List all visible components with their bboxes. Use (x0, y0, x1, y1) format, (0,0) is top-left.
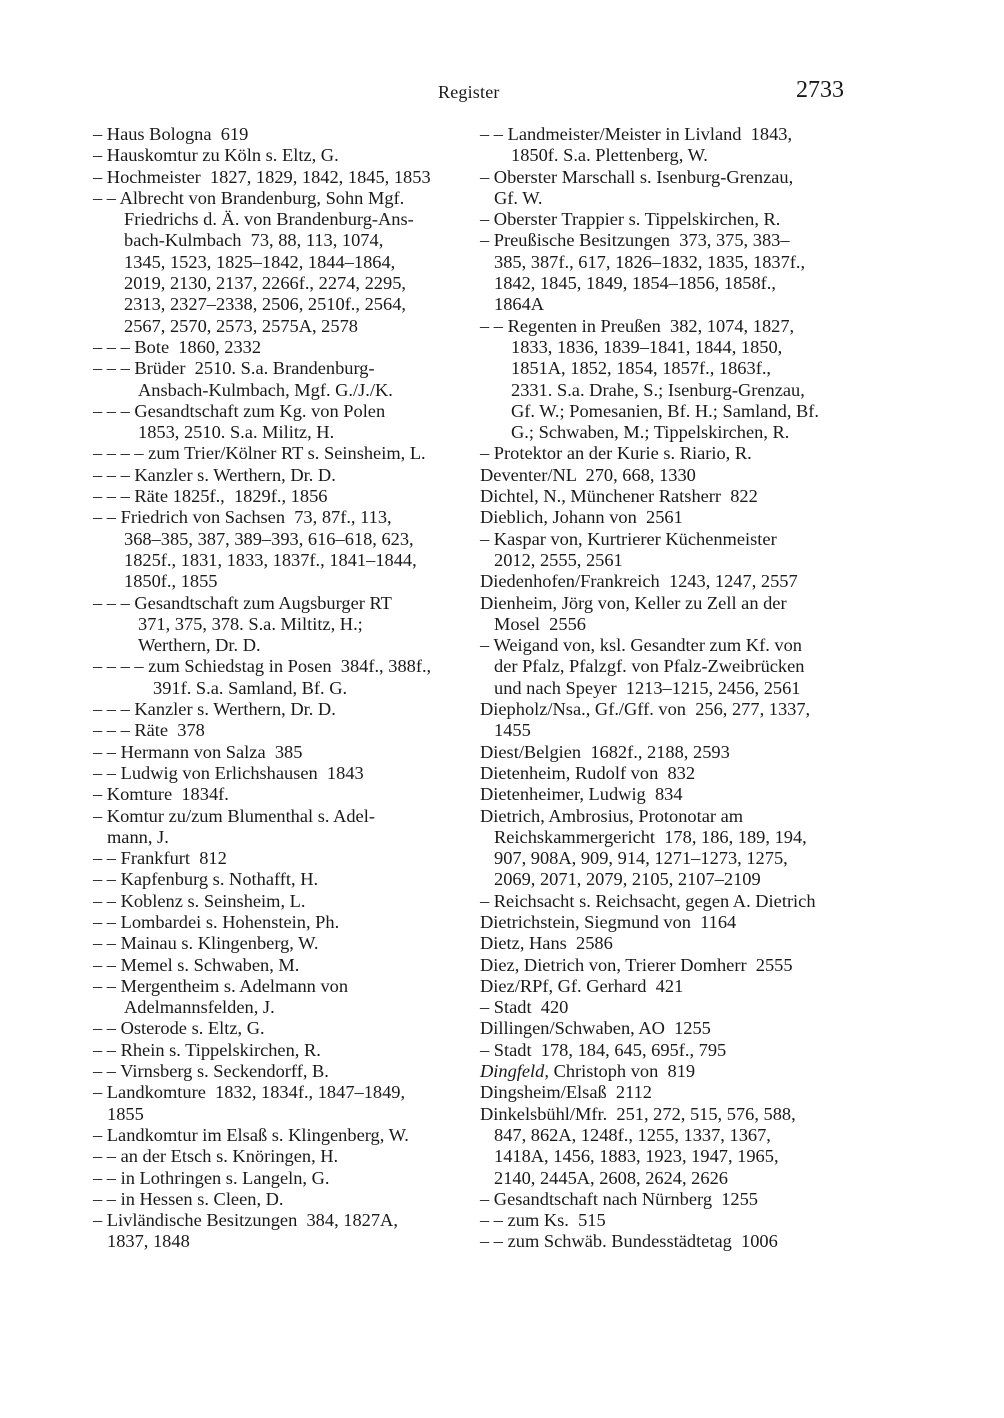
index-entry (480, 1061, 860, 1082)
index-entry-line: Diest/Belgien 1682f., 2188, 2593 (480, 741, 730, 762)
index-entry (480, 124, 860, 167)
index-entry-line: 1853, 2510. S.a. Militz, H. (138, 422, 335, 443)
index-entry-line: 391f. S.a. Samland, Bf. G. (153, 677, 348, 698)
index-entry-line: – Haus Bologna 619 (93, 124, 249, 144)
index-entry-line: – – – Kanzler s. Werthern, Dr. D. (93, 699, 336, 720)
index-entry-line: 371, 375, 378. S.a. Miltitz, H.; (138, 613, 363, 634)
index-entry-line: – Livländische Besitzungen 384, 1827A, (93, 1210, 398, 1231)
index-entry (93, 869, 473, 890)
index-entry-line: Dietz, Hans 2586 (480, 933, 613, 954)
index-entry (93, 1040, 473, 1061)
index-entry-line: – – Frankfurt 812 (93, 848, 227, 869)
index-entry (480, 933, 860, 954)
index-entry-line: 368–385, 387, 389–393, 616–618, 623, (124, 528, 414, 549)
index-entry-line: – – – Räte 1825f., 1829f., 1856 (93, 486, 328, 507)
index-entry-line: – – – – zum Schiedstag in Posen 384f., 388f., (93, 656, 432, 677)
index-entry-line: 1850f., 1855 (124, 571, 218, 592)
index-entry-line: – – Landmeister/Meister in Livland 1843, (480, 124, 793, 144)
index-entry-line: Dillingen/Schwaben, AO 1255 (480, 1018, 711, 1039)
index-entry-line: 1833, 1836, 1839–1841, 1844, 1850, (511, 336, 783, 357)
index-entry-line: – – zum Schwäb. Bundesstädtetag 1006 (480, 1231, 778, 1252)
index-entry-line: 1455 (494, 720, 531, 741)
index-entry-line: 1837, 1848 (107, 1231, 190, 1252)
index-entry-line: 385, 387f., 617, 1826–1832, 1835, 1837f., (494, 251, 806, 272)
index-entry-line: Dinkelsbühl/Mfr. 251, 272, 515, 576, 588, (480, 1103, 796, 1124)
index-entry (480, 167, 860, 210)
index-entry (93, 1146, 473, 1167)
index-entry-line: – – – Kanzler s. Werthern, Dr. D. (93, 464, 336, 485)
index-entry-line: Deventer/NL 270, 668, 1330 (480, 464, 696, 485)
index-entry (480, 529, 860, 572)
index-entry-line: – – Albrecht von Brandenburg, Sohn Mgf. (93, 187, 405, 208)
index-entry-line: – Landkomtur im Elsaß s. Klingenberg, W. (93, 1124, 409, 1145)
index-entry (93, 742, 473, 763)
index-entry-line: 847, 862A, 1248f., 1255, 1337, 1367, (494, 1124, 771, 1145)
index-entry-line: Dietrichstein, Siegmund von 1164 (480, 911, 737, 932)
index-entry-line: – – – Brüder 2510. S.a. Brandenburg- (93, 358, 375, 379)
index-entry-line: Dienheim, Jörg von, Keller zu Zell an der (480, 592, 787, 613)
index-entry (480, 784, 860, 805)
index-entry-line: – – – – zum Trier/Kölner RT s. Seinsheim, L. (93, 443, 426, 464)
index-entry-line: – – Osterode s. Eltz, G. (93, 1018, 265, 1039)
index-entry-line: – Komture 1834f. (93, 784, 229, 805)
index-entry-line: – – – Räte 378 (93, 720, 205, 741)
index-entry-line: Gf. W. (494, 187, 543, 208)
index-entry-line: Dietenheimer, Ludwig 834 (480, 784, 683, 805)
index-entry (480, 997, 860, 1018)
index-entry-line: Dietenheim, Rudolf von 832 (480, 762, 696, 783)
index-entry-line: 1842, 1845, 1849, 1854–1856, 1858f., (494, 273, 776, 294)
index-entry-line: – – Rhein s. Tippelskirchen, R. (93, 1039, 321, 1060)
index-entry (93, 848, 473, 869)
index-entry-line: – – – Bote 1860, 2332 (93, 336, 262, 357)
index-entry-line: – Preußische Besitzungen 373, 375, 383– (480, 230, 790, 251)
index-entry (93, 1061, 473, 1082)
index-entry-line: Dingsheim/Elsaß 2112 (480, 1082, 652, 1103)
index-entry (93, 507, 473, 592)
index-entry (480, 486, 860, 507)
index-entry (480, 1104, 860, 1189)
index-entry-line: 1855 (107, 1103, 144, 1124)
index-entry-line: – – Hermann von Salza 385 (93, 741, 303, 762)
index-entry (93, 1168, 473, 1189)
index-entry (93, 955, 473, 976)
index-entry-line: – – Friedrich von Sachsen 73, 87f., 113, (93, 507, 392, 528)
index-entry-line: der Pfalz, Pfalzgf. von Pfalz-Zweibrücken (494, 656, 805, 677)
index-entry (93, 465, 473, 486)
index-entry-line: 2069, 2071, 2079, 2105, 2107–2109 (494, 869, 761, 890)
running-head: Register (438, 82, 500, 102)
index-entry-line: – – Lombardei s. Hohenstein, Ph. (93, 911, 340, 932)
index-entry-line: mann, J. (107, 826, 169, 847)
index-entry-line: 2140, 2445A, 2608, 2624, 2626 (494, 1167, 728, 1188)
index-entry (480, 912, 860, 933)
index-entry-line: Diepholz/Nsa., Gf./Gff. von 256, 277, 1337, (480, 699, 811, 720)
index-entry-line: – – – Gesandtschaft zum Kg. von Polen (93, 400, 386, 421)
index-entry-line: – Kaspar von, Kurtrierer Küchenmeister (480, 528, 777, 549)
index-entry-line: – – Regenten in Preußen 382, 1074, 1827, (480, 315, 795, 336)
index-entry-line: Dietrich, Ambrosius, Protonotar am (480, 805, 744, 826)
index-entry-line: Mosel 2556 (494, 613, 586, 634)
index-entry-line: bach-Kulmbach 73, 88, 113, 1074, (124, 230, 384, 251)
index-entry-line: – – Kapfenburg s. Nothafft, H. (93, 869, 319, 890)
index-entry-line: Werthern, Dr. D. (138, 635, 261, 656)
index-entry (480, 465, 860, 486)
index-entry-line: 1418A, 1456, 1883, 1923, 1947, 1965, (494, 1146, 779, 1167)
index-entry (480, 571, 860, 592)
index-entry-line: Diedenhofen/Frankreich 1243, 1247, 2557 (480, 571, 798, 592)
index-entry (480, 763, 860, 784)
index-entry-line: – – Koblenz s. Seinsheim, L. (93, 890, 306, 911)
index-entry-line: 2313, 2327–2338, 2506, 2510f., 2564, (124, 294, 406, 315)
index-entry-line: 1850f. S.a. Plettenberg, W. (511, 145, 708, 166)
index-entry (93, 806, 473, 849)
index-entry (480, 955, 860, 976)
index-entry (93, 1125, 473, 1146)
index-entry-line: – Landkomture 1832, 1834f., 1847–1849, (93, 1082, 406, 1103)
index-entry-line: – – Mergentheim s. Adelmann von (93, 975, 349, 996)
index-entry-line: Friedrichs d. Ä. von Brandenburg-Ans- (124, 209, 414, 230)
index-entry (480, 1210, 860, 1231)
index-entry-line: 907, 908A, 909, 914, 1271–1273, 1275, (494, 848, 788, 869)
index-entry (480, 891, 860, 912)
index-entry (480, 230, 860, 315)
index-entry (93, 145, 473, 166)
index-entry (93, 763, 473, 784)
index-entry (480, 699, 860, 742)
index-entry (93, 337, 473, 358)
index-entry-line: – Gesandtschaft nach Nürnberg 1255 (480, 1188, 758, 1209)
index-entry (93, 486, 473, 507)
index-entry-line: – – in Hessen s. Cleen, D. (93, 1188, 284, 1209)
index-entry (93, 124, 473, 145)
index-entry-line: – – – Gesandtschaft zum Augsburger RT (93, 592, 392, 613)
index-entry-line: 2331. S.a. Drahe, S.; Isenburg-Grenzau, (511, 379, 805, 400)
index-entry (93, 656, 473, 699)
index-entry-line: 1851A, 1852, 1854, 1857f., 1863f., (511, 358, 772, 379)
index-entry (93, 1018, 473, 1039)
index-entry (93, 1189, 473, 1210)
index-entry (93, 699, 473, 720)
index-entry (480, 316, 860, 444)
index-entry (480, 806, 860, 891)
index-entry-line: 1825f., 1831, 1833, 1837f., 1841–1844, (124, 549, 417, 570)
index-entry (480, 742, 860, 763)
index-entry-line: – Oberster Trappier s. Tippelskirchen, R. (480, 209, 781, 230)
index-entry-line: – – in Lothringen s. Langeln, G. (93, 1167, 330, 1188)
index-column-right (480, 124, 860, 1253)
index-entry-line: Adelmannsfelden, J. (124, 997, 275, 1018)
index-entry-line: – Komtur zu/zum Blumenthal s. Adel- (93, 805, 375, 826)
index-entry (480, 1231, 860, 1252)
index-entry (480, 1040, 860, 1061)
index-entry-line: – Stadt 178, 184, 645, 695f., 795 (480, 1039, 727, 1060)
index-entry-line: – Stadt 420 (480, 997, 569, 1018)
index-entry-line: Ansbach-Kulmbach, Mgf. G./J./K. (138, 379, 393, 400)
index-entry (93, 891, 473, 912)
index-entry-line: – Oberster Marschall s. Isenburg-Grenzau, (480, 166, 794, 187)
index-entry (93, 167, 473, 188)
index-entry-line: – Protektor an der Kurie s. Riario, R. (480, 443, 752, 464)
index-entry-line: – Hochmeister 1827, 1829, 1842, 1845, 1853 (93, 166, 431, 187)
index-entry (480, 593, 860, 636)
index-entry-line: G.; Schwaben, M.; Tippelskirchen, R. (511, 422, 790, 443)
index-entry-line: – – Ludwig von Erlichshausen 1843 (93, 762, 364, 783)
index-entry (93, 912, 473, 933)
index-entry-line: 2567, 2570, 2573, 2575A, 2578 (124, 315, 358, 336)
index-entry (480, 507, 860, 528)
index-column-left (93, 124, 473, 1253)
index-entry (93, 1210, 473, 1253)
index-entry (93, 443, 473, 464)
index-entry-line: – – an der Etsch s. Knöringen, H. (93, 1146, 339, 1167)
index-entry-line: 1864A (494, 294, 545, 315)
index-entry (480, 443, 860, 464)
index-entry-line: Diez/RPf, Gf. Gerhard 421 (480, 975, 684, 996)
index-entry-line: – – Memel s. Schwaben, M. (93, 954, 300, 975)
index-entry-line: 2012, 2555, 2561 (494, 549, 623, 570)
index-entry (93, 593, 473, 657)
index-entry (93, 933, 473, 954)
index-entry (93, 188, 473, 337)
index-entry (480, 976, 860, 997)
index-entry-line: – Reichsacht s. Reichsacht, gegen A. Dietrich (480, 890, 816, 911)
index-entry-line: 2019, 2130, 2137, 2266f., 2274, 2295, (124, 273, 406, 294)
page-number: 2733 (796, 77, 844, 103)
index-entry (480, 635, 860, 699)
index-entry (480, 209, 860, 230)
index-entry (480, 1082, 860, 1103)
index-entry (93, 358, 473, 401)
index-entry (93, 720, 473, 741)
index-entry-line: – – Mainau s. Klingenberg, W. (93, 933, 319, 954)
index-entry-line: – – zum Ks. 515 (480, 1210, 606, 1231)
index-entry (480, 1189, 860, 1210)
index-entry-line: 1345, 1523, 1825–1842, 1844–1864, (124, 251, 396, 272)
index-entry-line: Dieblich, Johann von 2561 (480, 507, 683, 528)
index-entry-line: und nach Speyer 1213–1215, 2456, 2561 (494, 677, 801, 698)
index-entry (93, 976, 473, 1019)
index-entry-line: Diez, Dietrich von, Trierer Domherr 2555 (480, 954, 793, 975)
index-entry-line: – Weigand von, ksl. Gesandter zum Kf. von (480, 635, 802, 656)
index-entry-line: Gf. W.; Pomesanien, Bf. H.; Samland, Bf. (511, 400, 820, 421)
index-entry-line: Dingfeld, Christoph von 819 (480, 1061, 696, 1082)
index-entry (480, 1018, 860, 1039)
index-entry (93, 401, 473, 444)
index-entry-line: – – Virnsberg s. Seckendorff, B. (93, 1061, 329, 1082)
index-entry (93, 1082, 473, 1125)
index-entry-line: Dichtel, N., Münchener Ratsherr 822 (480, 486, 758, 507)
index-entry (93, 784, 473, 805)
index-entry-line: – Hauskomtur zu Köln s. Eltz, G. (93, 145, 339, 166)
index-entry-line: Reichskammergericht 178, 186, 189, 194, (494, 826, 807, 847)
